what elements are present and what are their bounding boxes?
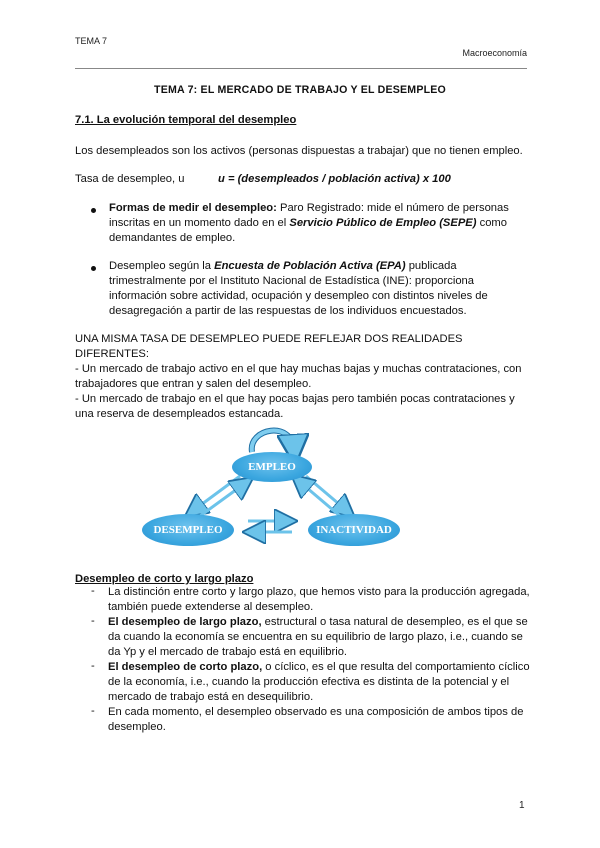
list-item-text: o cíclico, es el que resulta del comportamiento cíclico <box>262 661 530 673</box>
realities-line: DIFERENTES: <box>75 348 149 360</box>
dash-marker: - <box>91 660 95 672</box>
realities-line: UNA MISMA TASA DE DESEMPLEO PUEDE REFLEJAR DOS REALIDADES <box>75 333 463 345</box>
bullet-text: como <box>476 217 507 229</box>
realities-line: trabajadores que entran y salen del desempleo. <box>75 378 312 390</box>
section-heading-evolucion: 7.1. La evolución temporal del desempleo <box>75 114 297 126</box>
list-item-line: también puede extenderse al desempleo. <box>108 601 314 613</box>
page-title: TEMA 7: EL MERCADO DE TRABAJO Y EL DESEMPLEO <box>154 84 446 96</box>
header-left: TEMA 7 <box>75 36 108 46</box>
intro-text: Los desempleados son los activos (personas dispuestas a trabajar) que no tienen empleo. <box>75 145 523 157</box>
bullet-icon <box>91 208 96 213</box>
bullet-bold-italic: Servicio Público de Empleo (SEPE) <box>289 217 477 229</box>
list-item-line: En cada momento, el desempleo observado es una composición de ambos tipos de <box>108 706 524 718</box>
list-item-line: desempleo. <box>108 721 166 733</box>
bullet-epa <box>109 259 529 319</box>
list-item-line: da Yp y el mercado de trabajo está en equilibrio. <box>108 646 348 658</box>
list-item-text: estructural o tasa natural de desempleo, es el que se <box>261 616 528 628</box>
list-item <box>108 705 538 735</box>
header-right: Macroeconomía <box>462 48 527 58</box>
dash-marker: - <box>91 615 95 627</box>
realities-line: una reserva de desempleados estancada. <box>75 408 284 420</box>
realities-line: - Un mercado de trabajo activo en el que hay muchas bajas y muchas contrataciones, con <box>75 363 522 375</box>
node-empleo: EMPLEO <box>232 452 312 482</box>
bullet-formas-medir <box>109 201 529 246</box>
list-item-line: mercado de trabajo está en desequilibrio. <box>108 691 314 703</box>
realities-line: - Un mercado de trabajo en el que hay pocas bajas pero también pocas contrataciones y <box>75 393 515 405</box>
list-item-line: La distinción entre corto y largo plazo, que hemos visto para la producción agregada, <box>108 586 530 598</box>
rate-label: Tasa de desempleo, u <box>75 173 185 185</box>
bullet-icon <box>91 266 96 271</box>
list-item-bold: El desempleo de largo plazo, <box>108 616 262 628</box>
header-divider <box>75 68 527 69</box>
list-item-line: de la economía, i.e., cuando la producción efectiva es distinta de la potencial y el <box>108 676 510 688</box>
list-item <box>108 660 538 705</box>
bullet-text: publicada <box>405 260 457 272</box>
list-item <box>108 585 538 615</box>
page-number: 1 <box>519 800 525 811</box>
bullet-bold: Formas de medir el desempleo: <box>109 202 277 214</box>
rate-formula: u = (desempleados / población activa) x 100 <box>218 173 451 185</box>
bullet-text: Desempleo según la <box>109 260 215 272</box>
bullet-bold-italic: Encuesta de Población Activa (EPA) <box>214 260 406 272</box>
realities-paragraph <box>75 332 535 422</box>
dash-marker: - <box>91 585 95 597</box>
bullet-text: inscritas en un momento dado en el <box>109 217 290 229</box>
section-heading-corto-largo: Desempleo de corto y largo plazo <box>75 573 254 585</box>
labor-flow-diagram <box>140 420 400 558</box>
bullet-text: trimestralmente por el Instituto Nacional de Estadística (INE): proporciona <box>109 275 474 287</box>
node-desempleo: DESEMPLEO <box>142 514 234 546</box>
dash-marker: - <box>91 705 95 717</box>
list-item-bold: El desempleo de corto plazo, <box>108 661 263 673</box>
loop-arrow <box>252 431 294 452</box>
bullet-text: información sobre actividad, ocupación y desempleo con distintos niveles de <box>109 290 488 302</box>
bullet-text: desagregación a partir de las respuestas de los individuos encuestados. <box>109 305 467 317</box>
list-item-line: da cuando la economía se encuentra en su equilibrio de largo plazo, i.e., cuando se <box>108 631 523 643</box>
bullet-text: Paro Registrado: mide el número de personas <box>276 202 509 214</box>
node-inactividad: INACTIVIDAD <box>308 514 400 546</box>
bullet-text: demandantes de empleo. <box>109 232 236 244</box>
list-item <box>108 615 538 660</box>
